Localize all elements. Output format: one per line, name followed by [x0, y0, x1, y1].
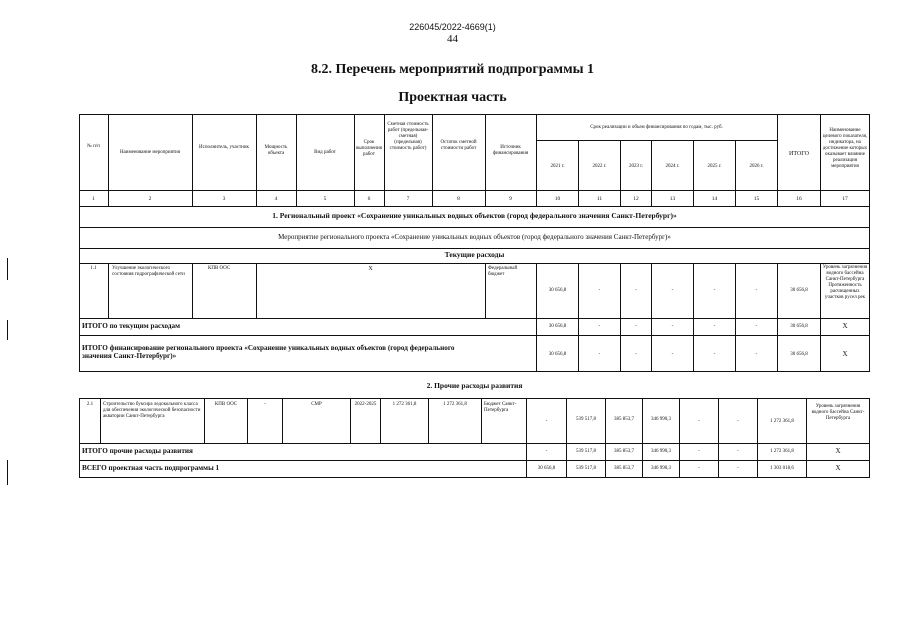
row-source: Бюджет Санкт-Петербурга: [484, 402, 517, 413]
col-number: 1: [92, 196, 95, 202]
header-indicator: Наименование целевого показателя, индикатора, на достижение которых оказывает влияние реализация мероприятия: [822, 128, 868, 169]
itogo-current-x: Х: [842, 322, 848, 330]
itogo-current-2021: 30 656,8: [548, 324, 567, 329]
grand-total-2022: 539 517,8: [576, 466, 596, 471]
header-year-2025: 2025 г.: [707, 164, 722, 169]
row-2025: -: [713, 288, 716, 293]
row-num: 2.1: [86, 402, 94, 407]
col-number: 8: [457, 196, 460, 202]
itogo-current-2025: -: [713, 324, 716, 329]
row-total: 1 272 361,8: [770, 419, 794, 424]
itogo-other-2023: 385 853,7: [614, 449, 634, 454]
table-border: [100, 398, 101, 443]
measure-title: Мероприятие регионального проекта «Сохранение уникальных водных объектов (город федерального значения Санкт-Петербург)»: [278, 233, 671, 241]
row-name: Улучшение экологического состояния гидрографической сети: [112, 266, 185, 277]
header-remaining-cost: Остаток сметной стоимости работ: [440, 140, 477, 151]
itogo-project-x: Х: [842, 350, 848, 358]
table-border: [79, 114, 80, 371]
table-border: [256, 114, 257, 206]
col-number: 5: [323, 196, 327, 202]
itogo-current-2023: -: [635, 324, 637, 329]
table-border: [777, 114, 778, 206]
table-border: [354, 114, 355, 206]
grand-total-2026: -: [737, 466, 739, 471]
row-2026: -: [737, 419, 739, 424]
table-border: [192, 114, 193, 206]
row-2024: 346 990,3: [651, 417, 671, 422]
page-number: 44: [447, 33, 458, 45]
header-num: № п/п: [87, 144, 100, 149]
table-border: [79, 460, 870, 461]
margin-mark: [7, 320, 8, 340]
itogo-project-2023: -: [635, 352, 637, 357]
header-source: Источник финансирования: [492, 145, 529, 156]
table-border: [79, 248, 870, 249]
col-number: 6: [367, 196, 371, 202]
row-source: Федеральный бюджет: [488, 266, 518, 277]
other-expenses-title: 2. Прочие расходы развития: [426, 381, 523, 390]
itogo-current-2026: -: [755, 324, 758, 329]
itogo-current-2024: -: [671, 324, 674, 329]
header-estimated-cost: Сметная стоимость работ (предельная-сметная) (предельная) стоимость работ): [387, 122, 429, 151]
itogo-project-2025: -: [713, 352, 716, 357]
row-2025: -: [698, 419, 700, 424]
row-x: Х: [368, 266, 373, 272]
col-number: 4: [274, 196, 278, 202]
itogo-project-2026: -: [755, 352, 758, 357]
table-border: [79, 477, 870, 478]
document-number: 226045/2022-4669(1): [409, 22, 496, 32]
table-border: [79, 114, 870, 115]
grand-total-total: 1 303 018,6: [770, 466, 794, 471]
row-2023: 385 853,7: [614, 417, 634, 422]
row-name: Строительство буксира ледокольного класса для обеспечения экологической безопасности акватории Санкт-Петербурга: [103, 402, 201, 419]
header-capacity: Мощность объекта: [264, 145, 288, 156]
grand-total-2023: 385 853,7: [614, 466, 634, 471]
row-2023: -: [635, 288, 637, 293]
col-number: 3: [222, 196, 226, 202]
table-border: [79, 398, 80, 477]
row-2024: -: [671, 288, 674, 293]
itogo-project-2022: -: [598, 352, 601, 357]
col-number: 2: [148, 196, 152, 202]
itogo-project-2024: -: [671, 352, 674, 357]
itogo-project-label: ИТОГО финансирование регионального проекта «Сохранение уникальных водных объектов (город федерального значения Санкт-Петербург)»: [82, 344, 455, 360]
header-executor: Исполнитель, участник: [199, 145, 249, 150]
current-expenses-title: Текущие расходы: [444, 250, 505, 259]
itogo-current-2022: -: [598, 324, 601, 329]
itogo-other-2024: 346 990,3: [651, 449, 671, 454]
itogo-project-total: 30 656,8: [790, 352, 808, 357]
row-remaining-cost: 1 272 361,8: [443, 402, 467, 407]
itogo-other-x: Х: [835, 447, 841, 455]
itogo-project-2021: 30 656,8: [548, 352, 567, 357]
table-border: [108, 263, 109, 318]
itogo-other-total: 1 272 361,8: [770, 449, 794, 454]
col-number: 14: [711, 196, 718, 202]
itogo-current-label: ИТОГО по текущим расходам: [82, 322, 180, 330]
header-work-type: Вид работ: [314, 150, 336, 155]
table-border: [79, 318, 870, 319]
row-indicator: Уровень загрязнения водного бассейна Санкт-Петербурга: [811, 404, 865, 421]
itogo-other-label: ИТОГО прочие расходы развития: [82, 447, 193, 455]
row-work-type: СМР: [311, 402, 322, 407]
row-executor: КПВ ООС: [208, 266, 231, 271]
row-capacity: -: [264, 402, 266, 407]
itogo-other-2026: -: [737, 449, 739, 454]
row-2021: -: [545, 419, 548, 424]
regional-project-title: 1. Региональный проект «Сохранение уникальных водных объектов (город федерального значения Санкт-Петербург)»: [272, 211, 677, 220]
table-border: [79, 206, 870, 207]
header-name: Наименование мероприятия: [119, 150, 181, 155]
col-number: 16: [796, 196, 802, 202]
table-border: [79, 371, 870, 372]
grand-total-2025: -: [698, 466, 700, 471]
header-year-2024: 2024 г.: [665, 164, 680, 169]
col-number: 7: [406, 196, 410, 202]
row-2021: 30 656,8: [548, 288, 567, 293]
header-year-2023: 2023 г.: [629, 164, 643, 169]
header-year-2021: 2021 г.: [550, 164, 565, 169]
col-number: 17: [842, 196, 848, 202]
header-year-2026: 2026 г.: [749, 164, 764, 169]
table-border: [432, 114, 433, 206]
table-border: [296, 114, 297, 206]
table-border: [79, 443, 870, 444]
row-2022: -: [598, 288, 601, 293]
table-border: [485, 114, 486, 206]
header-total: ИТОГО: [789, 151, 809, 157]
itogo-other-2021: -: [545, 449, 548, 454]
margin-mark: [7, 460, 8, 485]
col-number: 13: [669, 196, 676, 202]
col-number: 12: [633, 196, 639, 202]
row-term: 2022-2025: [354, 402, 377, 407]
itogo-current-total: 30 656,8: [790, 324, 808, 329]
table-border: [485, 263, 486, 318]
grand-total-2021: 30 656,8: [537, 466, 556, 471]
grand-total-label: ВСЕГО проектная часть подпрограммы 1: [82, 464, 220, 472]
table-border: [192, 263, 193, 318]
row-num: 1.1: [90, 266, 97, 271]
table-border: [536, 140, 777, 141]
itogo-other-2022: 539 517,8: [576, 449, 596, 454]
col-number: 10: [554, 196, 561, 202]
row-indicator: Уровень загрязнения водного бассейна Санкт-Петербурга Протяженность расчищенных участков русел рек: [822, 265, 868, 300]
table-border: [869, 398, 870, 477]
row-estimated-cost: 1 272 361,8: [392, 402, 417, 407]
section-title: 8.2. Перечень мероприятий подпрограммы 1: [310, 62, 595, 77]
table-border: [108, 114, 109, 206]
section-subtitle: Проектная часть: [398, 90, 507, 105]
itogo-other-2025: -: [698, 449, 700, 454]
grand-total-x: Х: [835, 464, 841, 472]
header-financing: Срок реализации и объем финансирования по годам, тыс. руб.: [590, 125, 723, 130]
header-term: Срок выполнения работ: [356, 140, 382, 157]
table-border: [79, 398, 870, 399]
table-border: [79, 190, 870, 191]
col-number: 15: [753, 196, 760, 202]
margin-mark: [7, 258, 8, 280]
row-2022: 539 517,8: [576, 417, 596, 422]
header-year-2022: 2022 г.: [592, 164, 607, 169]
table-border: [79, 335, 870, 336]
row-executor: КПВ ООС: [214, 402, 238, 407]
table-border: [79, 263, 870, 264]
grand-total-2024: 346 990,3: [651, 466, 671, 471]
row-total: 30 656,8: [790, 288, 808, 293]
table-border: [869, 114, 870, 371]
col-number: 9: [509, 196, 512, 202]
table-border: [79, 227, 870, 228]
table-border: [481, 398, 482, 443]
row-2026: -: [755, 288, 758, 293]
col-number: 11: [596, 196, 603, 202]
